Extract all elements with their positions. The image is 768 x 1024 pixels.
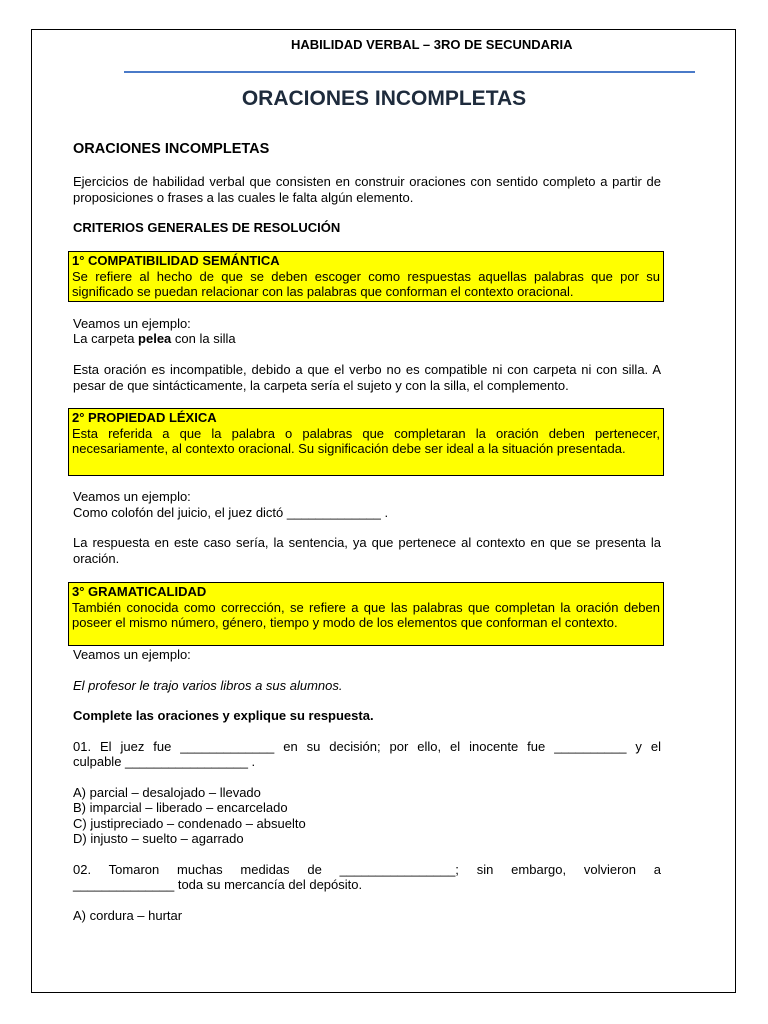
criterion-box-2	[68, 408, 664, 476]
criterion-title: 3° GRAMATICALIDAD	[72, 584, 207, 599]
criterion-title: 1° COMPATIBILIDAD SEMÁNTICA	[72, 253, 280, 268]
sentence-part: con la silla	[171, 331, 236, 346]
example-lead: Veamos un ejemplo:	[73, 647, 191, 662]
sentence-bold-word: pelea	[138, 331, 172, 346]
criterion-body: También conocida como corrección, se refiere a que las palabras que completan la oración deben poseer el mismo número, género, tiempo y modo de los elementos que conforman el contexto.	[72, 599, 660, 630]
criterion-title: 2° PROPIEDAD LÉXICA	[72, 410, 217, 425]
criterion-body: Esta referida a que la palabra o palabras que completaran la oración deben pertenecer, necesariamente, al contexto oracional. Su significación debe ser ideal a la situación presentada.	[72, 425, 660, 456]
exercise-instruction: Complete las oraciones y explique su respuesta.	[73, 708, 374, 723]
criterion-box-3	[68, 582, 664, 646]
option-item: B) imparcial – liberado – encarcelado	[73, 800, 288, 815]
section-heading: ORACIONES INCOMPLETAS	[73, 141, 270, 157]
question-1-line-1: 01. El juez fue _____________ en su decisión; por ello, el inocente fue __________ y el	[73, 739, 661, 754]
criterion-box-1	[68, 251, 664, 302]
question-1-line-2: culpable _________________ .	[73, 754, 256, 769]
option-item: C) justipreciado – condenado – absuelto	[73, 816, 306, 831]
option-item: D) injusto – suelto – agarrado	[73, 831, 244, 846]
intro-paragraph: Ejercicios de habilidad verbal que consisten en construir oraciones con sentido completo a partir de proposiciones o frases a las cuales le falta algún elemento.	[73, 174, 661, 205]
example-sentence	[73, 331, 661, 347]
example-sentence: Como colofón del juicio, el juez dictó _____________ .	[73, 505, 389, 520]
example-explanation: La respuesta en este caso sería, la sentencia, ya que pertenece al contexto en que se presenta la oración.	[73, 535, 661, 566]
header-divider	[124, 71, 695, 73]
option-item: A) cordura – hurtar	[73, 908, 183, 923]
course-header: HABILIDAD VERBAL – 3RO DE SECUNDARIA	[291, 37, 573, 52]
example-explanation: Esta oración es incompatible, debido a que el verbo no es compatible ni con carpeta ni con silla. A pesar de que sintácticamente, la carpeta sería el sujeto y con la silla, el complemento.	[73, 362, 661, 393]
question-2-line-2: ______________ toda su mercancía del depósito.	[73, 877, 363, 892]
question-2-line-1: 02. Tomaron muchas medidas de ________________; sin embargo, volvieron a	[73, 862, 661, 877]
option-item: A) parcial – desalojado – llevado	[73, 785, 261, 800]
criteria-heading: CRITERIOS GENERALES DE RESOLUCIÓN	[73, 220, 341, 235]
example-sentence: El profesor le trajo varios libros a sus alumnos.	[73, 678, 343, 693]
page-title: ORACIONES INCOMPLETAS	[241, 87, 527, 110]
sentence-part: La carpeta	[73, 331, 139, 346]
example-lead: Veamos un ejemplo:	[73, 316, 191, 331]
criterion-body: Se refiere al hecho de que se deben escoger como respuestas aquellas palabras que por su significado se puedan relacionar con las palabras que conforman el contexto oracional.	[72, 268, 660, 299]
example-lead: Veamos un ejemplo:	[73, 489, 191, 504]
